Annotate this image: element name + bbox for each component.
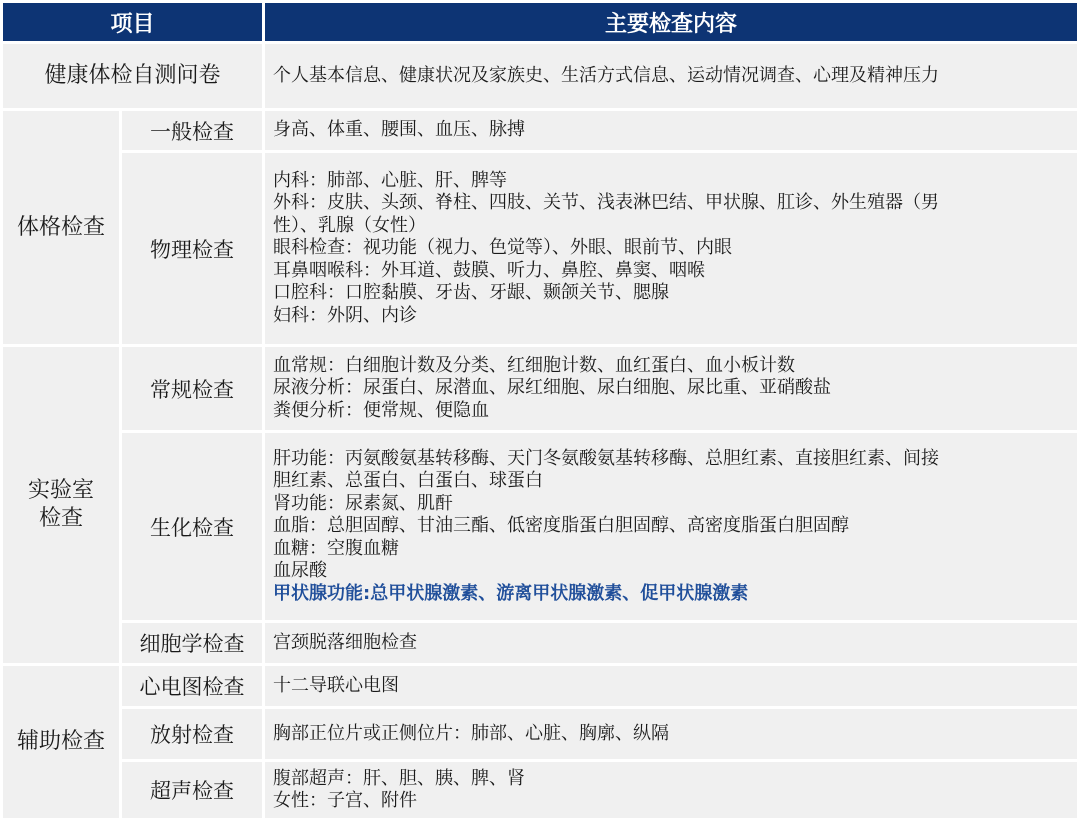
content-ultrasound (265, 762, 1077, 818)
content-cytology (265, 623, 1077, 663)
category-physical: 体格检查 (3, 111, 119, 344)
content-general (265, 111, 1077, 150)
content-line: 性）、乳腺（女性） (273, 214, 427, 236)
category-questionnaire: 健康体检自测问卷 (3, 44, 262, 108)
category-lab-line: 实验室 (27, 478, 94, 503)
header-row (3, 3, 1077, 41)
content-routine (265, 347, 1077, 430)
table-row (3, 762, 1077, 818)
subcategory-cytology: 细胞学检查 (122, 623, 262, 663)
content-line: 十二导联心电图 (273, 674, 400, 696)
content-line-highlight: 甲状腺功能:总甲状腺激素、游离甲状腺激素、促甲状腺激素 (273, 582, 749, 604)
content-radiology (265, 709, 1077, 759)
subcategory-physical-exam: 物理检查 (122, 153, 262, 344)
content-line: 腹部超声：肝、胆、胰、脾、肾 (273, 767, 526, 789)
content-line: 肝功能：丙氨酸氨基转移酶、天门冬氨酸氨基转移酶、总胆红素、直接胆红素、间接 (273, 447, 940, 469)
content-line: 血脂：总胆固醇、甘油三酯、低密度脂蛋白胆固醇、高密度脂蛋白胆固醇 (273, 515, 850, 537)
content-line: 血常规：白细胞计数及分类、红细胞计数、血红蛋白、血小板计数 (273, 354, 796, 376)
content-line: 耳鼻咽喉科：外耳道、鼓膜、听力、鼻腔、鼻窦、咽喉 (273, 259, 706, 281)
subcategory-ultrasound: 超声检查 (122, 762, 262, 818)
content-line: 妇科：外阴、内诊 (273, 304, 418, 326)
content-line: 粪便分析：便常规、便隐血 (273, 399, 490, 421)
table-row (3, 709, 1077, 759)
content-line: 尿液分析：尿蛋白、尿潜血、尿红细胞、尿白细胞、尿比重、亚硝酸盐 (273, 377, 832, 399)
content-questionnaire: 个人基本信息、健康状况及家族史、生活方式信息、运动情况调查、心理及精神压力 (265, 44, 1077, 108)
content-line: 外科：皮肤、头颈、脊柱、四肢、关节、浅表淋巴结、甲状腺、肛诊、外生殖器（男 (273, 192, 940, 214)
table-row (3, 44, 1077, 108)
category-lab (3, 347, 119, 663)
content-line: 胆红素、总蛋白、白蛋白、球蛋白 (273, 470, 544, 492)
table-row (3, 111, 1077, 150)
table-row (3, 433, 1077, 620)
content-line: 内科：肺部、心脏、肝、脾等 (273, 169, 508, 191)
subcategory-routine: 常规检查 (122, 347, 262, 430)
subcategory-radiology: 放射检查 (122, 709, 262, 759)
header-content: 主要检查内容 (265, 3, 1077, 41)
content-line: 眼科检查：视功能（视力、色觉等）、外眼、眼前节、内眼 (273, 237, 733, 259)
category-aux: 辅助检查 (3, 666, 119, 818)
content-line: 胸部正位片或正侧位片：肺部、心脏、胸廓、纵隔 (273, 722, 670, 744)
content-line: 血糖：空腹血糖 (273, 537, 400, 559)
subcategory-general: 一般检查 (122, 111, 262, 150)
content-line: 血尿酸 (273, 560, 328, 582)
table-row (3, 153, 1077, 344)
table-row (3, 623, 1077, 663)
content-line: 身高、体重、腰围、血压、脉搏 (273, 119, 526, 141)
category-lab-line: 检查 (38, 506, 83, 531)
content-line: 女性：子宫、附件 (273, 790, 418, 811)
table-row (3, 347, 1077, 430)
subcategory-biochem: 生化检查 (122, 433, 262, 620)
header-item: 项目 (3, 3, 262, 41)
content-ecg (265, 666, 1077, 706)
content-line: 宫颈脱落细胞检查 (273, 631, 418, 653)
table-row (3, 666, 1077, 706)
subcategory-ecg: 心电图检查 (122, 666, 262, 706)
content-physical-exam (265, 153, 1077, 344)
content-biochem (265, 433, 1077, 620)
content-line: 肾功能：尿素氮、肌酐 (273, 492, 454, 514)
content-line: 口腔科：口腔黏膜、牙齿、牙龈、颞颌关节、腮腺 (273, 282, 670, 304)
